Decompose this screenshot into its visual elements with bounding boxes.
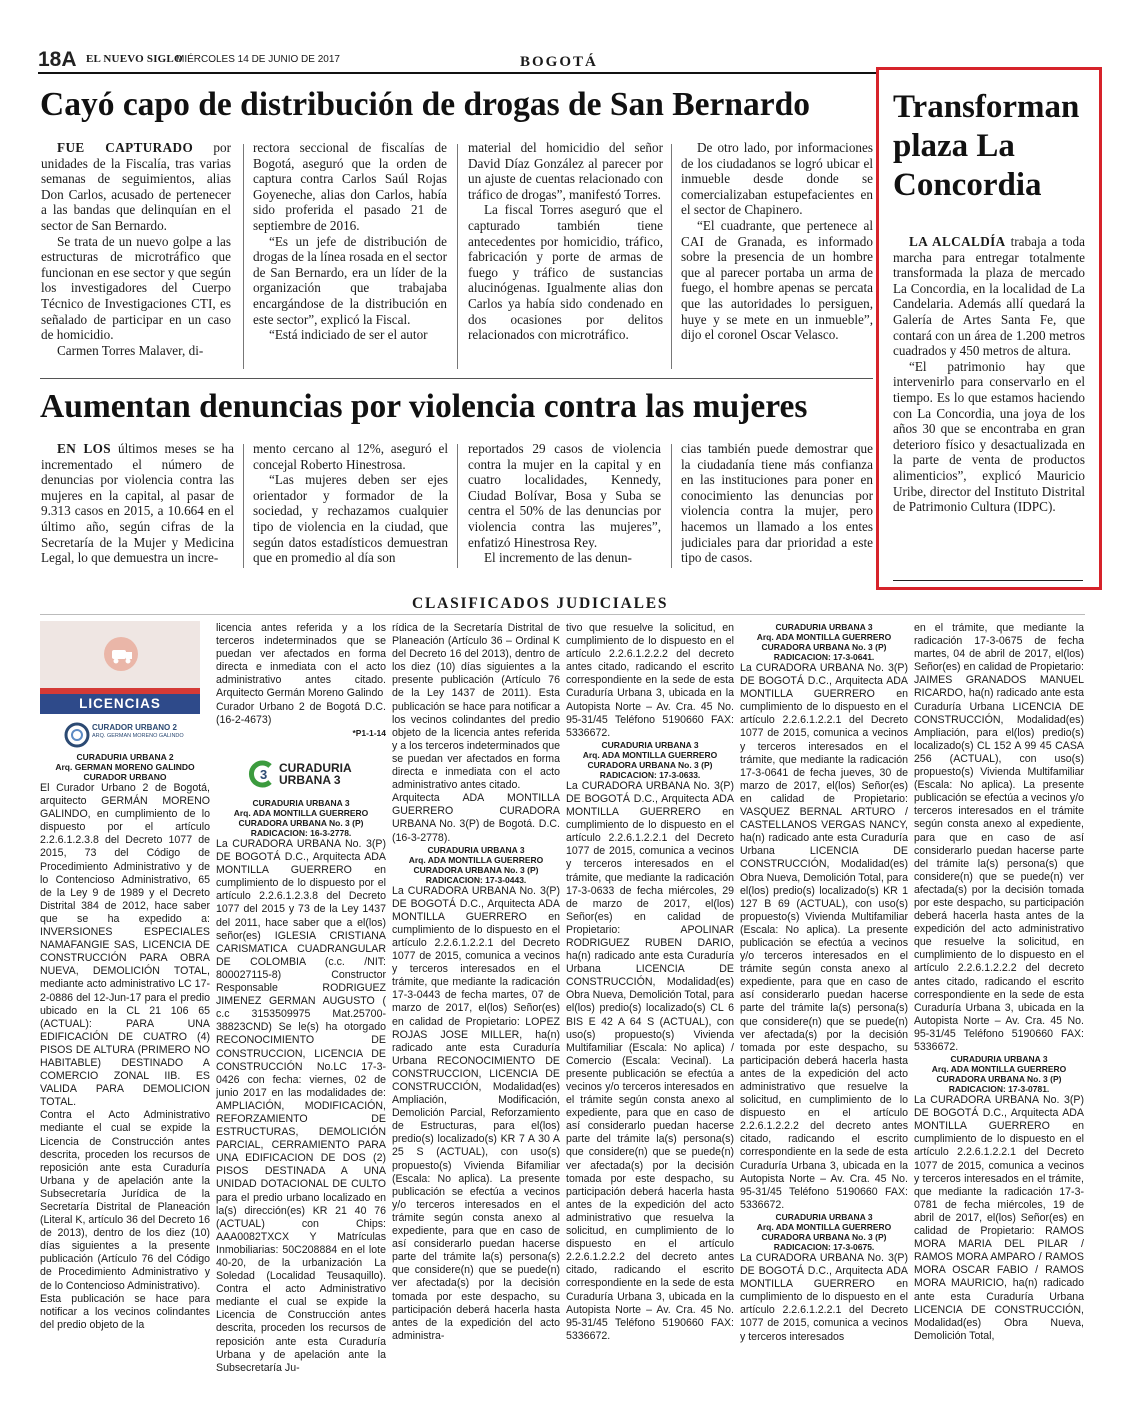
article-divider [40, 378, 873, 379]
article-1-text: “El cuadrante, que pertenece al CAI de Granada, es informado sobre la presencia de un hombre que al parecer portaba un arma de fuego, el hombre apenas se percata que las autoridades lo persiguen, huye y se mete en un inmueble”, dijo el coronel Oscar Velasco. [681, 217, 873, 343]
notice-text: El Curador Urbano 2 de Bogotá, arquitecto GERMÁN MORENO GALINDO, en cumplimiento de lo dispuesto por el artículo 2.2.6.1.2.3.8 del Decreto 1077 de 2015, 73 del Código de Procedimiento Administrativo y de lo Contencioso Administrativo, 65 de la Ley 9 de 1989 y el Decreto Distrital 384 de 2012, hace saber que se ha expedido a: INVERSIONES ESPECIALES NAMAFANGIE SAS, LICENCIA DE CONSTRUCCIÓN PARA OBRA NUEVA, DEMOLICIÓN TOTAL, mediante acto administrativo LC 17-2-0886 del 12-Jun-17 para el predio ubicado en la CL 21 106 65 (ACTUAL): PARA UNA EDIFICACIÓN DE CUATRO (4) PISOS DE ALTURA (PRIMERO NO HABITABLE) DESTINADO A COMERCIO ZONAL IIB. ES VALIDA PARA DEMOLICION TOTAL. [40, 782, 210, 1109]
article-1-lead: FUE CAPTURADO [57, 140, 194, 155]
column-rule [457, 444, 458, 568]
article-3-headline: Transforman plaza La Concordia [893, 89, 1080, 203]
notice-text: tivo que resuelve la solicitud, en cumplimiento de lo dispuesto en el artículo 2.2.6.1.2.2.2 del decreto antes citado, radicando el escrito correspondiente en la sede de esta Curaduría Urbana 3, ubicada en la Autopista Norte – Av. Cra. 45 No. 95-31/45 Teléfono 5190660 FAX: 5336672. [566, 622, 734, 739]
classified-col-2 [216, 622, 386, 747]
notice-header: Arq. ADA MONTILLA GUERRERO [931, 1064, 1067, 1075]
notice-header: CURADOR URBANO [83, 772, 167, 782]
notice-header: RADICACION: 17-3-0781. [948, 1084, 1050, 1095]
classified-col-4 [566, 622, 734, 1392]
article-3-body [893, 234, 1085, 570]
notice-header: CURADORA URBANA No. 3 (P) [761, 1231, 887, 1242]
licencias-label: LICENCIAS [40, 694, 200, 714]
article-2-text: reportados 29 casos de violencia contra la mujer en la capital y en cuatro localidades, Kennedy, Ciudad Bolívar, Bosa y Suba se centra el 50% de las denuncias por violencia contra las mujeres”, enfatizó Hinestrosa Rey. [468, 441, 661, 550]
notice-header: Arq. ADA MONTILLA GUERRERO [756, 1221, 892, 1232]
notice-header: Arq. ADA MONTILLA GUERRERO [582, 749, 718, 760]
article-end-rule [893, 580, 1083, 581]
article-2-lead: EN LOS [57, 441, 112, 456]
article-1-text: La fiscal Torres aseguró que el capturado también tiene antecedentes por homicidio, tráfico, fabricación y porte de armas de fuego y tráfico de sustancias alucinógenas. Igualmente alias don Carlos ya había sido condenado en dos ocasiones por delitos relacionados con microtráfico. [468, 202, 663, 343]
article-1-text: Se trata de un nuevo golpe a las estructuras de microtráfico que funcionan en ese sector y que según los investigadores del Cuerpo Técnico de Investigaciones CTI, es señalado de participar en un caso de homicidio. [41, 233, 231, 343]
notice-text: La CURADORA URBANA No. 3(P) DE BOGOTÁ D.C., Arquitecta ADA MONTILLA GUERRERO en cumplimiento de lo dispuesto por el artículo 2.2.6.1.2.3.8 del Decreto 1077 del 2015 y 73 de la Ley 1437 del 2011, hace saber que a el(los) señor(es) IGLESIA CRISTIANA CARISMATICA CUADRANGULAR DE COLOMBIA (c.c. /NIT: 800027115-8) Constructor Responsable RODRIGUEZ JIMENEZ GERMAN AUGUSTO ( c.c 3153509975 Mat.25700-38823CND) Se le(s) ha otorgado RECONOCIMIENTO DE CONSTRUCCION, LICENCIA DE CONSTRUCCIÓN No.LC 17-3-0426 con fecha: viernes, 02 de junio 2017 en las modalidades de: AMPLIACIÓN, MODIFICACIÓN, REFORZAMIENTO DE ESTRUCTURAS, DEMOLICIÓN PARCIAL, CERRAMIENTO PARA UNA EDIFICACION DE DOS (2) PISOS DESTINADA A UNA UNIDAD DOTACIONAL DE CULTO para el predio urbano localizado en la(s) dirección(es) KR 21 40 76 (ACTUAL) con Chips: AAA0082TXCX Y Matrículas Inmobiliarias: 50C208884 en el lote 40-20, de la urbanización La Soledad (Localidad Teusaquillo). Contra el acto Administrativo mediante el cual se expide la Licencia de Construcción antes descrita, proceden los recursos de reposición ante esta Curaduría Urbana y de apelación ante la Subsecretaría Ju- [216, 838, 386, 1374]
notice-header: RADICACION: 17-3-0675. [773, 1241, 875, 1252]
column-rule [457, 144, 458, 369]
notice-text: Arquitecta ADA MONTILLA GUERRERO CURADORA URBANA No. 3(P) de Bogotá. D.C. (16-3-2778). [392, 792, 560, 844]
notice-text: La CURADORA URBANA No. 3(P) DE BOGOTÁ D.C., Arquitecta ADA MONTILLA GUERRERO en cumplimiento de lo dispuesto en el artículo 2.2.6.1.2.2.1 del Decreto 1077 de 2015, comunica a vecinos y terceros interesados [740, 1251, 908, 1343]
notice-header: RADICACION: 16-3-2778. [250, 828, 352, 838]
notice-text: Contra el Acto Administrativo mediante el cual se expide la Licencia de Construcción antes descrita, proceden los recursos de reposición ante esta Curaduría Urbana y de apelación ante la Subsecretaría Jurídica de la Secretaría Distrital de Planeación (Literal K, artículo 36 del Decreto 16 de 2013), dentro de los diez (10) días siguientes a la presente publicación (Artículo 76 del Código de Procedimiento Administrativo y de lo Contencioso Administrativo). [40, 1109, 210, 1292]
curador-urbano-2-logo-text [92, 723, 184, 741]
masthead: EL NUEVO SIGLO [86, 53, 183, 65]
notice-header: Arq. GERMAN MORENO GALINDO [55, 762, 195, 772]
notice-text: La CURADORA URBANA No. 3(P) DE BOGOTÁ D.C., Arquitecta ADA MONTILLA GUERRERO en cumplimiento de lo dispuesto en el artículo 2.2.6.1.2.2.1 del Decreto 1077 de 2015, comunica a vecinos y terceros interesados en el trámite, que mediante la radicación 17-3-0641 de fecha jueves, 30 de marzo de 2017, el(los) Señor(es) en calidad de Propietario: VASQUEZ BERNAL ARTURO / CASTELLANOS VERGAS NANCY, ha(n) radicado ante esta Curaduría Urbana LICENCIA DE CONSTRUCCIÓN, Modalidad(es) Obra Nueva, Demolición Total, para el(los) predio(s) localizado(s) KR 1 127 B 69 (ACTUAL), con uso(s) propuesto(s) Vivienda Multifamiliar (Escala: No aplica). La presente publicación se efectúa a vecinos y/o terceros interesados en el trámite según consta anexo al expediente, para que en caso de así considerarlo puedan hacerse parte del trámite la(s) persona(s) que considere(n) que se puede(n) ver afectada(s) por la decisión tomada por este despacho, su participación deberá hacerla hasta antes de la expedición del acto administrativo que resuelve la solicitud, en cumplimiento de lo dispuesto en el artículo 2.2.6.1.2.2.2 del decreto antes citado, radicando el escrito correspondiente en la sede de esta Curaduría Urbana 3, ubicada en la Autopista Norte – Av. Cra. 45 No. 95-31/45 Teléfono 5190660 FAX: 5336672. [740, 662, 908, 1211]
notice-header: RADICACION: 17-3-0641. [773, 652, 875, 662]
header-rule [38, 72, 876, 74]
svg-text:3: 3 [260, 767, 268, 782]
column-rule [243, 444, 244, 568]
notice-header: CURADURIA URBANA 3 [252, 798, 350, 808]
notice-header: CURADURIA URBANA 3 [427, 844, 525, 855]
curador-urbano-2-title: CURADOR URBANO 2 [92, 723, 177, 732]
notice-header: CURADURIA URBANA 3 [775, 622, 873, 632]
column-rule [671, 444, 672, 568]
notice-header: CURADORA URBANA No. 3 (P) [587, 759, 713, 770]
article-2-text: últimos meses se ha incrementado el número de denuncias por violencia contra las mujeres en la capital, al pasar de 9.313 casos en 2015, a 10.664 en el último año, según cifras de la Secretaría de la Mujer y Medicina Legal, lo que demuestra un incre- [41, 441, 234, 566]
notice-header: CURADORA URBANA No. 3 (P) [238, 818, 364, 828]
article-3-lead: LA ALCALDÍA [909, 234, 1006, 249]
notice-text: en el trámite, que mediante la radicación 17-3-0675 de fecha martes, 04 de abril de 2017, el(los) Señor(es) en calidad de Propietario: JAIMES GRANADOS MANUEL RICARDO, ha(n) radicado ante esta Curaduría Urbana LICENCIA DE CONSTRUCCIÓN, Modalidad(es) Ampliación, para el(los) predio(s) localizado(s) CL 152 A 99 45 CASA 256 (ACTUAL), con uso(s) propuesto(s) Vivienda Multifamiliar (Escala: No aplica). La presente publicación se efectúa a vecinos y/o terceros interesados en el trámite según consta anexo al expediente, para que en caso de así considerarlo puedan hacerse parte del trámite la(s) persona(s) que considere(n) que se puede(n) ver afectada(s) por la decisión tomada por este despacho, su participación deberá hacerla hasta antes de la expedición del acto administrativo que resuelve la solicitud, en cumplimiento de lo dispuesto en el artículo 2.2.6.1.2.2.2 del decreto antes citado, radicando el escrito correspondiente en la sede de esta Curaduría Urbana 3, ubicada en la Autopista Norte – Av. Cra. 45 No. 95-31/45 Teléfono 5190660 FAX: 5336672. [914, 622, 1084, 1053]
column-rule [243, 144, 244, 369]
classified-col-3 [392, 622, 560, 1392]
article-2-col-2 [253, 441, 448, 571]
notice-header: CURADURIA URBANA 3 [601, 739, 699, 750]
column-rule [671, 144, 672, 369]
notice-header: CURADURIA URBANA 3 [950, 1054, 1048, 1065]
article-2-text: mento cercano al 12%, aseguró el concejal Roberto Hinestrosa. [253, 441, 448, 472]
notice-text: La CURADORA URBANA No. 3(P) DE BOGOTÁ D.C., Arquitecta ADA MONTILLA GUERRERO en cumplimiento de lo dispuesto en el artículo 2.2.6.1.2.2.1 del Decreto 1077 de 2015, comunica a vecinos y terceros interesados en el trámite, que mediante la radicación 17-3-0781 de fecha miércoles, 19 de abril de 2017, el(los) Señor(es) en calidad de Propietario: RAMOS MORA MARIA DEL PILAR / RAMOS MORA AMPARO / RAMOS MORA OSCAR FABIO / RAMOS MORA MAURICIO, ha(n) radicado ante esta Curaduría Urbana LICENCIA DE CONSTRUCCIÓN, Modalidad(es) Obra Nueva, Demolición Total, [914, 1094, 1084, 1342]
article-1-text: “Está indiciado de ser el autor [269, 327, 428, 343]
article-2-text: cias también puede demostrar que la ciudadanía tiene más confianza en las instituciones para poner en conocimiento las denuncias por violencia contra la mujer, pero hacemos un llamado a los entes judiciales para dar prioridad a este tipo de casos. [681, 441, 873, 566]
notice-text: Esta publicación se hace para notificar a los vecinos colindantes del predio objeto de la [40, 1292, 210, 1331]
article-1-col-1 [41, 140, 231, 372]
article-3-text: “El patrimonio hay que intervenirlo para conservarlo en el tiempo. Es lo que estamos haciendo con La Concordia, una joya de los años 30 que se encontraba en gran deterioro físico y desactualizada en la parte de venta de productos alimenticios”, explicó Mauricio Uribe, director del Instituto Distrital de Patrimonio Cultura (IDPC). [893, 358, 1085, 515]
curaduria-urbana-3-logo-icon [248, 760, 276, 788]
concrete-mixer-icon [104, 637, 138, 671]
notice-text: La CURADORA URBANA No. 3(P) DE BOGOTÁ D.C., Arquitecta ADA MONTILLA GUERRERO en cumplimiento de lo dispuesto en el artículo 2.2.6.1.2.2.1 del Decreto 1077 de 2015, comunica a vecinos y terceros interesados en el trámite, que mediante la radicación 17-3-0443 de fecha martes, 07 de marzo de 2017, el(los) Señor(es) en calidad de Propietario: LOPEZ ROJAS JOSE MILLER, ha(n) radicado ante esta Curaduría Urbana RECONOCIMIENTO DE CONSTRUCCION, LICENCIA DE CONSTRUCCIÓN, Modalidad(es) Ampliación, Modificación, Demolición Parcial, Reforzamiento de Estructuras, para el(los) predio(s) localizado(s) KR 7 A 30 A 25 S (ACTUAL), con uso(s) propuesto(s) Vivienda Bifamiliar (Escala: No aplica). La presente publicación se efectúa a vecinos y/o terceros interesados en el trámite según consta anexo al expediente, para que en caso de así considerarlo puedan hacerse parte del trámite la(s) persona(s) que considere(n) que se puede(n) ver afectada(s) por la decisión tomada por este despacho, su participación deberá hacerla hasta antes de la expedición del acto administra- [392, 884, 560, 1342]
notice-header: CURADORA URBANA No. 3 (P) [936, 1074, 1062, 1085]
notice-text: La CURADORA URBANA No. 3(P) DE BOGOTÁ D.C., Arquitecta ADA MONTILLA GUERRERO en cumplimiento de lo dispuesto en el artículo 2.2.6.1.2.2.1 del Decreto 1077 de 2015, comunica a vecinos y terceros interesados en el trámite, que mediante la radicación 17-3-0633 de fecha miércoles, 29 de marzo de 2017, el(los) Señor(es) en calidad de Propietario: APOLINAR RODRIGUEZ RUBEN DARIO, ha(n) radicado ante esta Curaduría Urbana LICENCIA DE CONSTRUCCIÓN, Modalidad(es) Obra Nueva, Demolición Total, para el(los) predio(s) localizado(s) CL 6 BIS E 42 A 64 S (ACTUAL), con uso(s) propuesto(s) Vivienda Multifamiliar (Escala: No aplica) / Comercio (Escala: Vecinal). La presente publicación se efectúa a vecinos y/o terceros interesados en el trámite según consta anexo al expediente, para que en caso de así considerarlo puedan hacerse parte del trámite la(s) persona(s) que considere(n) que se puede(n) ver afectada(s) por la decisión tomada por este despacho, su participación deberá hacerla hasta antes de la expedición del acto administrativo que resuelva la solicitud, en cumplimiento de lo dispuesto en el artículo 2.2.6.1.2.2.2 del decreto antes citado, radicando el escrito correspondiente en la sede de esta Curaduría Urbana 3, ubicada en la Autopista Norte – Av. Cra. 45 No. 95-31/45 Teléfono 5190660 FAX: 5336672. [566, 779, 734, 1342]
notice-text: Curador Urbano 2 de Bogotá D.C. (16-2-4673) [216, 700, 386, 726]
notice-text: rídica de la Secretaría Distrital de Planeación (Artículo 36 – Ordinal K del Decreto 16 del 2013), dentro de los diez (10) días siguientes a la presente publicación (Artículo 76 de la Ley 1437 de 2011). Esta publicación se hace para notificar a los vecinos colindantes del predio objeto de la licencia antes referida y a los terceros indeterminados que se puedan ver afectados en forma directa e inmediata con el acto administrativo antes citado. [392, 622, 560, 792]
issue-date: MIÉRCOLES 14 DE JUNIO DE 2017 [176, 54, 340, 65]
article-2-col-1 [41, 441, 234, 571]
article-1-col-4 [681, 140, 873, 372]
classifieds-rule [40, 614, 1085, 615]
article-1-col-3 [468, 140, 663, 372]
article-2-headline: Aumentan denuncias por violencia contra las mujeres [40, 388, 808, 425]
page-number: 18A [38, 48, 77, 71]
notice-header: RADICACION: 17-3-0443. [425, 874, 527, 885]
classified-col-6 [914, 622, 1084, 1392]
article-1-col-2 [253, 140, 447, 372]
notice-header: Arq. ADA MONTILLA GUERRERO [233, 808, 369, 818]
notice-header: CURADORA URBANA No. 3 (P) [761, 642, 887, 652]
article-1-text: Carmen Torres Malaver, di- [57, 342, 204, 358]
article-3-text: trabaja a toda marcha para entregar totalmente transformada la plaza de mercado La Concordia, en la localidad de La Candelaria. Además allí quedará la Galería de Artes Santa Fe, que contará con un área de 1.200 metros cuadrados y 450 metros de altura. [893, 234, 1085, 359]
article-1-text: material del homicidio del señor David Díaz González al parecer por un ajuste de cuentas relacionado con tráfico de drogas”, manifestó Torres. [468, 140, 663, 202]
notice-text: licencia antes referida y a los terceros indeterminados que se puedan ver afectados en forma directa e inmediata con el acto administrativo antes citado. Arquitecto Germán Moreno Galindo [216, 622, 386, 700]
article-2-col-3 [468, 441, 661, 571]
curador-urbano-2-subtitle: ARQ. GERMAN MORENO GALINDO [92, 733, 184, 739]
article-2-text: El incremento de las denun- [484, 550, 632, 566]
curaduria-urbana-3-logo-text: CURADURIA URBANA 3 [279, 761, 352, 787]
classified-col-1 [40, 752, 210, 1392]
article-2-col-4 [681, 441, 873, 571]
curador-urbano-2-logo-icon [64, 722, 90, 748]
classified-col-2-notice [216, 798, 386, 1392]
article-1-text: De otro lado, por informaciones de los ciudadanos se logró ubicar el inmueble desde donde se comercializaban estupefacientes en el sector de Chapinero. [681, 140, 873, 218]
notice-header: CURADORA URBANA No. 3 (P) [413, 864, 539, 875]
article-2-text: “Las mujeres deben ser ejes orientador y formador de la sociedad, y rechazamos cualquier tipo de violencia en la ciudad, que según datos estadísticos demuestran que en promedio al día son [253, 472, 448, 566]
article-1-text: por unidades de la Fiscalía, tras varias semanas de seguimientos, alias Don Carlos, acusado de pertenecer a las bandas que delinquían en el sector de San Bernardo. [41, 140, 231, 233]
notice-header: RADICACION: 17-3-0633. [599, 769, 701, 780]
classifieds-title: CLASIFICADOS JUDICIALES [412, 595, 669, 612]
section-title: BOGOTÁ [520, 54, 598, 70]
article-1-headline: Cayó capo de distribución de drogas de San Bernardo [40, 86, 810, 123]
notice-tag: *P1-1-14 [352, 727, 386, 738]
notice-header: Arq. ADA MONTILLA GUERRERO [408, 854, 544, 865]
article-1-text: rectora seccional de fiscalías de Bogotá, aseguró que la orden de captura contra Carlos Saúl Rojas Goyeneche, alias don Carlos, había sido proferida el pasado 21 de septiembre de 2016. [253, 140, 447, 233]
notice-header: CURADURIA URBANA 2 [76, 752, 174, 762]
notice-header: Arq. ADA MONTILLA GUERRERO [756, 632, 892, 642]
notice-header: CURADURIA URBANA 3 [775, 1211, 873, 1222]
classified-col-5 [740, 622, 908, 1392]
article-1-text: “Es un jefe de distribución de drogas de la línea rosada en el sector de San Bernardo, era un líder de la organización que trabajaba encargándose de la distribución en este sector”, explicó la Fiscal. [253, 233, 447, 327]
